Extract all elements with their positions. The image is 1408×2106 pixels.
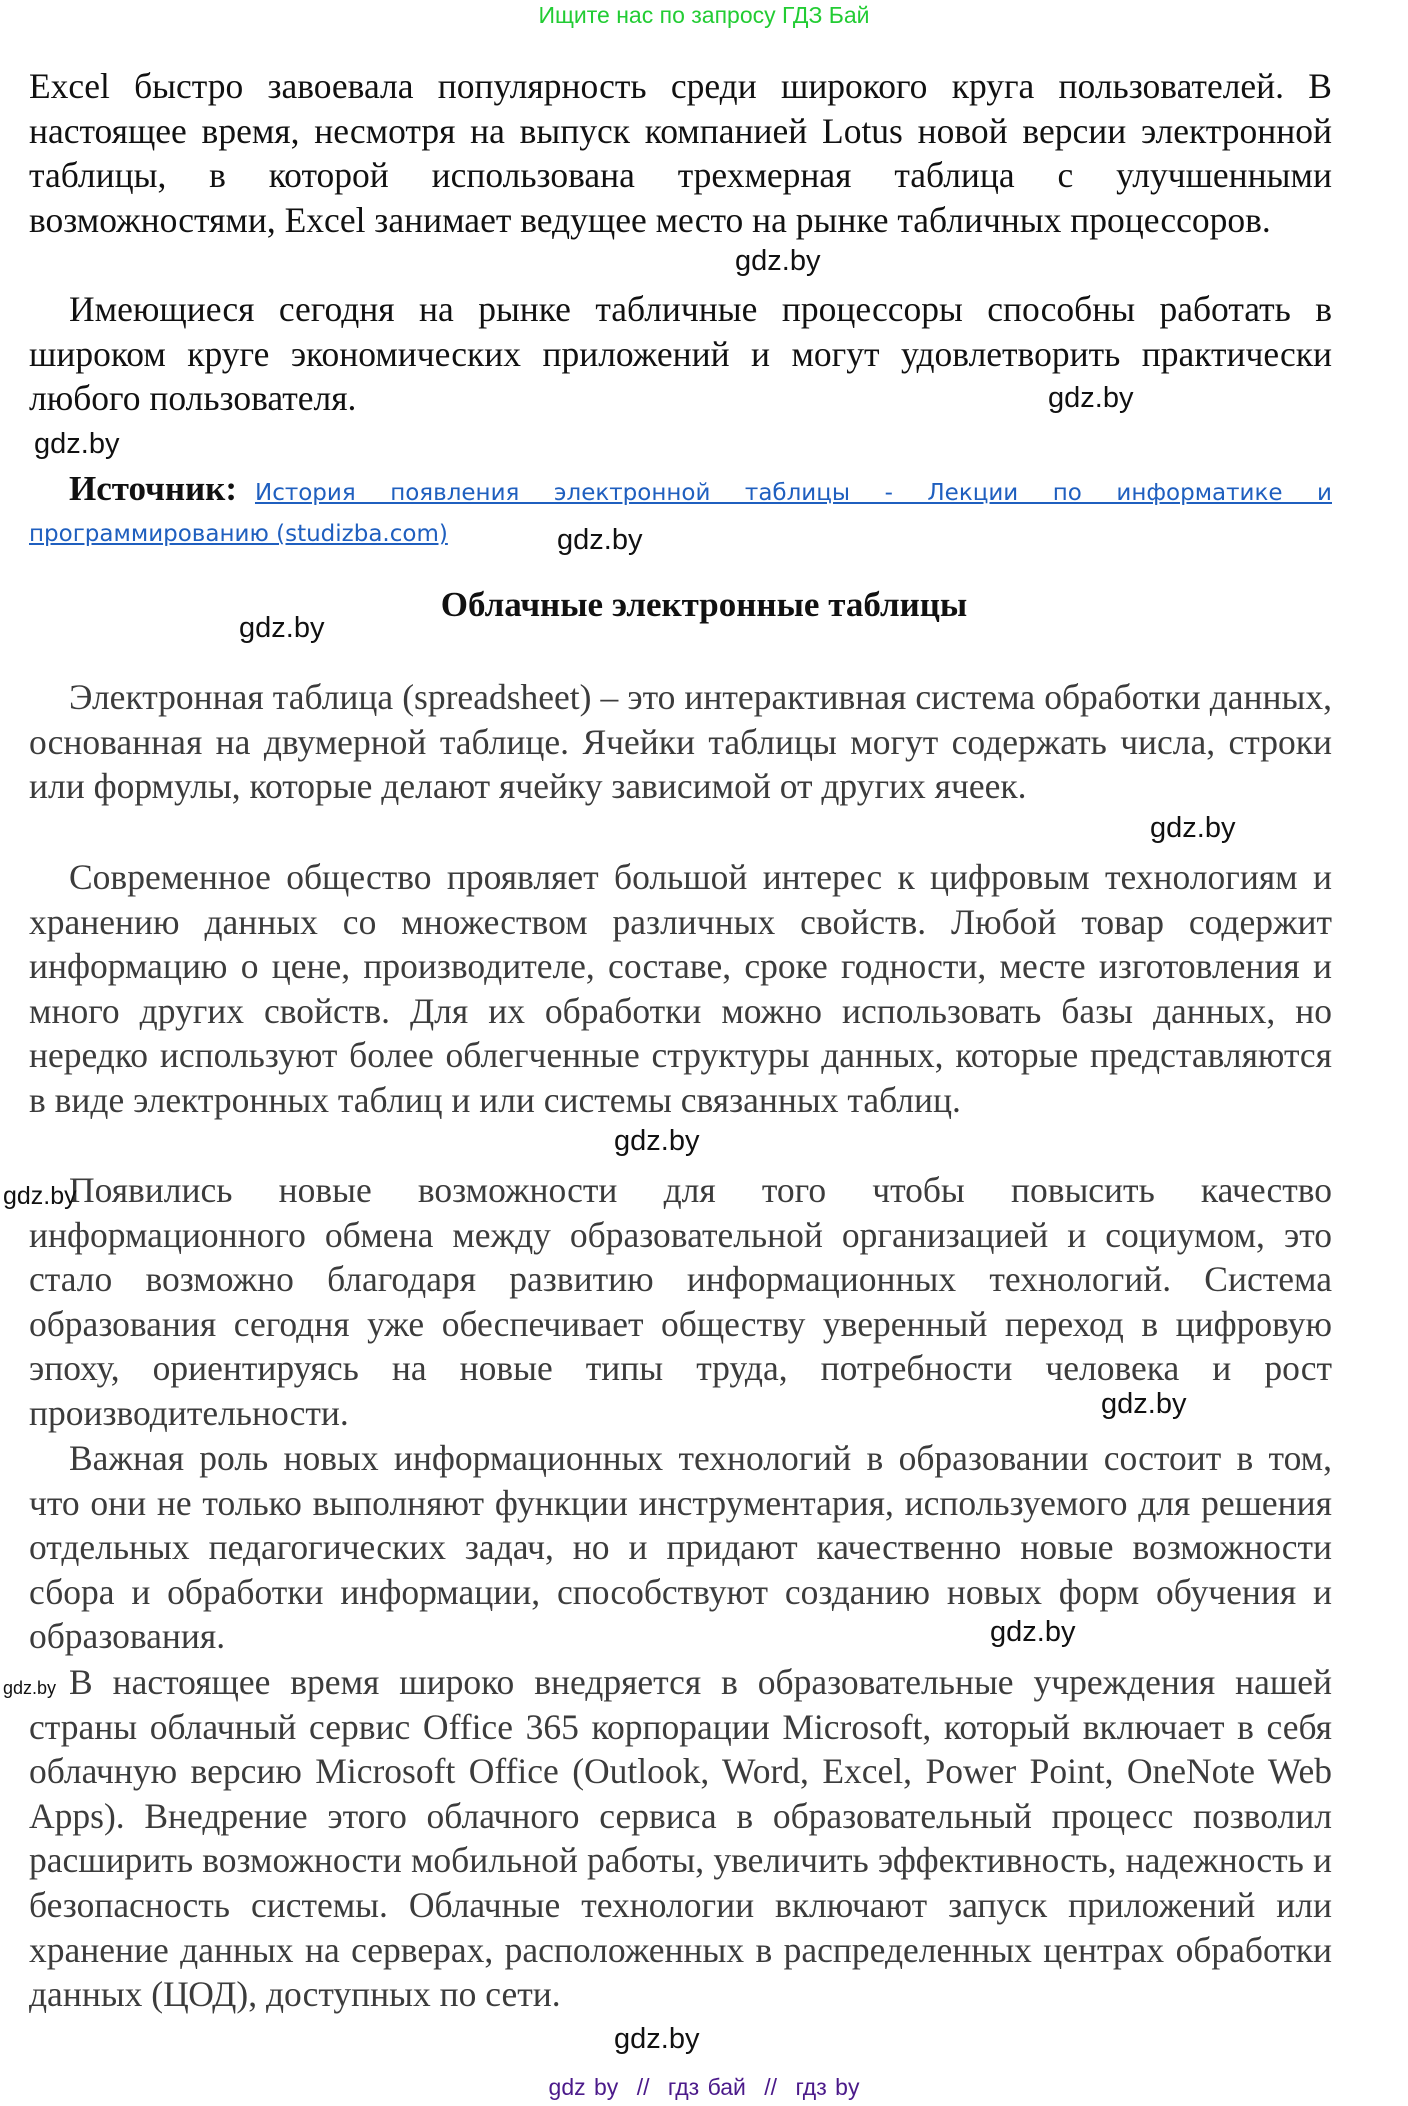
footer-link-gdz-by-cyr[interactable]: гдз by xyxy=(795,2074,860,2100)
watermark: gdz.by xyxy=(1101,1388,1187,1420)
watermark: gdz.by xyxy=(990,1616,1076,1648)
footer-link-gdz-by[interactable]: gdz by xyxy=(548,2074,619,2100)
watermark: gdz.by xyxy=(1048,382,1134,414)
top-banner: Ищите нас по запросу ГДЗ Бай xyxy=(538,2,870,28)
watermark: gdz.by xyxy=(557,524,643,556)
paragraph-excel-popularity: Excel быстро завоевала популярность среди широкого круга пользователей. В настоящее время, несмотря на выпуск компанией Lotus новой версии электронной таблицы, в которой использована трехмерная таблица с улучшенными возможностями, Excel занимает ведущее место на рынке табличных процессоров. xyxy=(29,66,1332,240)
watermark: gdz.by xyxy=(614,2023,700,2055)
watermark: gdz.by xyxy=(3,1678,57,1698)
watermark: gdz.by xyxy=(614,1125,700,1157)
watermark: gdz.by xyxy=(239,612,325,644)
section-heading: Облачные электронные таблицы xyxy=(440,585,968,624)
source-citation xyxy=(29,470,1332,556)
watermark: gdz.by xyxy=(735,245,821,277)
paragraph-new-opportunities: Появились новые возможности для того чтобы повысить качество информационного обмена между образовательной организацией и социумом, это стало возможно благодаря развитию информационных технологий. Система образования сегодня уже обеспечивает обществу уверенный переход в цифровую эпоху, ориентируясь на новые типы труда, потребности человека и рост производительности. xyxy=(29,1170,1332,1433)
watermark: gdz.by xyxy=(34,428,120,460)
footer-separator: // xyxy=(764,2074,778,2100)
watermark: gdz.by xyxy=(1150,812,1236,844)
source-label: Источник: xyxy=(69,469,237,508)
footer-links xyxy=(0,2074,1408,2101)
paragraph-modern-society: Современное общество проявляет большой интерес к цифровым технологиям и хранению данных со множеством различных свойств. Любой товар содержит информацию о цене, производителе, составе, сроке годности, месте изготовления и много других свойств. Для их обработки можно использовать базы данных, но нередко используют более облегченные структуры данных, которые представляются в виде электронных таблиц и или системы связанных таблиц. xyxy=(29,857,1332,1120)
paragraph-role-of-it: Важная роль новых информационных технологий в образовании состоит в том, что они не только выполняют функции инструментария, используемого для решения отдельных педагогических задач, но и придают качественно новые возможности сбора и обработки информации, способствуют созданию новых форм обучения и образования. xyxy=(29,1438,1332,1657)
watermark: gdz.by xyxy=(3,1182,77,1210)
paragraph-spreadsheet-definition: Электронная таблица (spreadsheet) – это интерактивная система обработки данных, основанная на двумерной таблице. Ячейки таблицы могут содержать числа, строки или формулы, которые делают ячейку зависимой от других ячеек. xyxy=(29,677,1332,807)
footer-link-gdz-bai[interactable]: гдз бай xyxy=(667,2074,746,2100)
source-link[interactable]: История появления электронной таблицы - Лекции по информатике и программированию (studizba.com) xyxy=(29,480,1332,547)
paragraph-office-365: В настоящее время широко внедряется в образовательные учреждения нашей страны облачный сервис Office 365 корпорации Microsoft, который включает в себя облачную версию Microsoft Office (Outlook, Word, Excel, Power Point, OneNote Web Apps). Внедрение этого облачного сервиса в образовательный процесс позволил расширить возможности мобильной работы, увеличить эффективность, надежность и безопасность системы. Облачные технологии включают запуск приложений или хранение данных на серверах, расположенных в распределенных центрах обработки данных (ЦОД), доступных по сети. xyxy=(29,1662,1332,2015)
footer-separator: // xyxy=(636,2074,650,2100)
paragraph-table-processors: Имеющиеся сегодня на рынке табличные процессоры способны работать в широком круге экономических приложений и могут удовлетворить практически любого пользователя. xyxy=(29,289,1332,419)
